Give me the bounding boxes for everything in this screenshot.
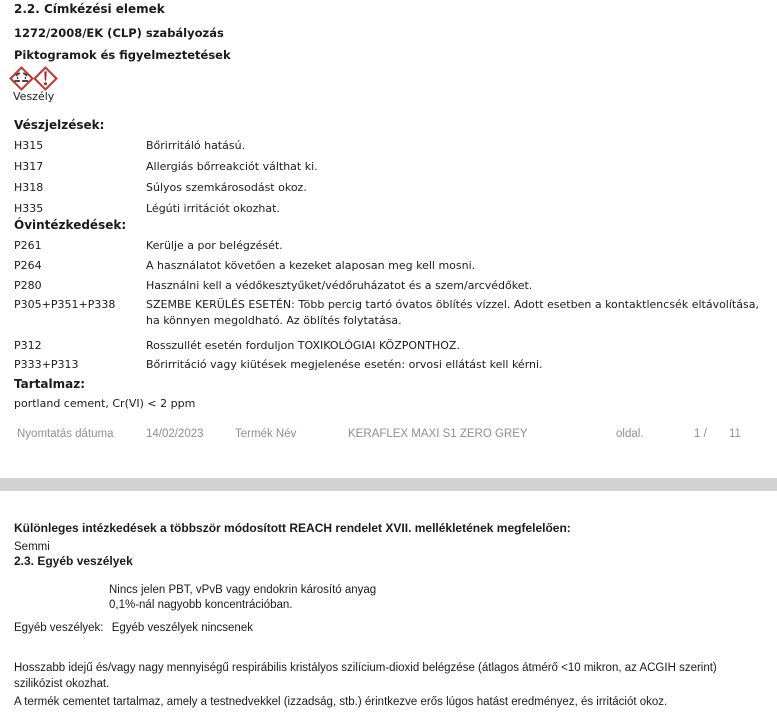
precaution-text: Bőrirritáció vagy kiütések megjelenése esetén: orvosi ellátást kell kérni.	[146, 358, 543, 371]
ghs-pictogram-row	[9, 66, 58, 91]
pbt-statement-line2: 0,1%-nál nagyobb koncentrációban.	[109, 599, 293, 611]
cement-warning-paragraph: A termék cementet tartalmaz, amely a testnedvekkel (izzadság, stb.) érintkezve erős lúgos hatást eredményez, és irritációt okoz.	[14, 696, 668, 708]
precaution-text: Rosszullét esetén forduljon TOXIKOLÓGIAI KÖZPONTHOZ.	[146, 339, 460, 352]
reach-annex-value: Semmi	[14, 541, 50, 553]
page-separator-band	[0, 478, 777, 491]
hazard-row-h318	[14, 180, 773, 196]
hazard-text: Allergiás bőrreakciót válthat ki.	[146, 160, 318, 173]
hazard-text: Súlyos szemkárosodást okoz.	[146, 181, 307, 194]
precaution-code: P261	[14, 239, 42, 252]
footer-product-label: Termék Név	[235, 428, 297, 440]
precaution-text: A használatot követően a kezeket alaposan meg kell mosni.	[146, 259, 476, 272]
ghs07-exclamation-mark-pictogram-icon	[33, 66, 58, 91]
hazard-row-h315	[14, 138, 773, 154]
hazard-code: H318	[14, 181, 44, 194]
hazard-code: H315	[14, 139, 44, 152]
hazard-row-h335	[14, 201, 773, 217]
precaution-code: P333+P313	[14, 358, 79, 371]
precaution-code: P280	[14, 279, 42, 292]
silica-warning-paragraph: Hosszabb idejű és/vagy nagy mennyiségű respirábilis kristályos szilícium-dioxid belégzése (átlagos átmérő <10 mikron, az ACGIH szerint) szilikózist okozhat.	[14, 662, 717, 690]
footer-page-total: 11	[729, 428, 741, 440]
footer-product-name: KERAFLEX MAXI S1 ZERO GREY	[348, 428, 528, 440]
clp-regulation-heading: 1272/2008/EK (CLP) szabályozás	[14, 26, 224, 40]
precaution-row-p305	[14, 297, 773, 328]
precaution-text: SZEMBE KERÜLÉS ESETÉN: Több percig tartó óvatos öblítés vízzel. Adott esetben a kontaktlencsék eltávolítása, ha könnyen megoldható. Az öblítés folytatása.	[146, 298, 759, 327]
pictograms-heading: Piktogramok és figyelmeztetések	[14, 48, 231, 62]
hazard-row-h317	[14, 159, 773, 175]
section-title-labelling-elements: 2.2. Címkézési elemek	[14, 2, 165, 16]
other-hazards-label: Egyéb veszélyek:	[14, 622, 104, 634]
section-title-other-hazards: 2.3. Egyéb veszélyek	[14, 554, 133, 568]
footer-print-date-value: 14/02/2023	[146, 428, 204, 440]
pbt-statement-line1: Nincs jelen PBT, vPvB vagy endokrin károsító anyag	[109, 584, 377, 596]
reach-annex-heading: Különleges intézkedések a többször módosított REACH rendelet XVII. mellékletének megfelelően:	[14, 521, 571, 535]
footer-page-label: oldal.	[616, 428, 644, 440]
hazard-text: Bőrirritáló hatású.	[146, 139, 246, 152]
precaution-code: P264	[14, 259, 42, 272]
page-footer	[0, 428, 777, 443]
precaution-text: Kerülje a por belégzését.	[146, 239, 283, 252]
precaution-code: P305+P351+P338	[14, 298, 116, 311]
ghs05-corrosion-pictogram-icon	[9, 66, 34, 91]
precaution-row-p280	[14, 278, 773, 294]
precaution-row-p333	[14, 357, 773, 373]
contains-value: portland cement, Cr(VI) < 2 ppm	[14, 397, 196, 410]
precaution-row-p264	[14, 258, 773, 274]
hazard-code: H317	[14, 160, 44, 173]
contains-heading: Tartalmaz:	[14, 377, 85, 391]
hazard-code: H335	[14, 202, 44, 215]
precaution-text: Használni kell a védőkesztyűket/védőruházatot és a szem/arcvédőket.	[146, 279, 533, 292]
precautionary-statements-heading: Óvintézkedések:	[14, 218, 127, 232]
hazard-statements-heading: Vészjelzések:	[14, 118, 105, 132]
precaution-code: P312	[14, 339, 42, 352]
precaution-row-p261	[14, 238, 773, 254]
signal-word: Veszély	[13, 90, 55, 103]
hazard-text: Légúti irritációt okozhat.	[146, 202, 280, 215]
other-hazards-row	[14, 620, 253, 636]
footer-page-current: 1 /	[694, 428, 707, 440]
other-hazards-value: Egyéb veszélyek nincsenek	[111, 622, 253, 634]
footer-print-date-label: Nyomtatás dátuma	[17, 428, 114, 440]
precaution-row-p312	[14, 338, 773, 354]
